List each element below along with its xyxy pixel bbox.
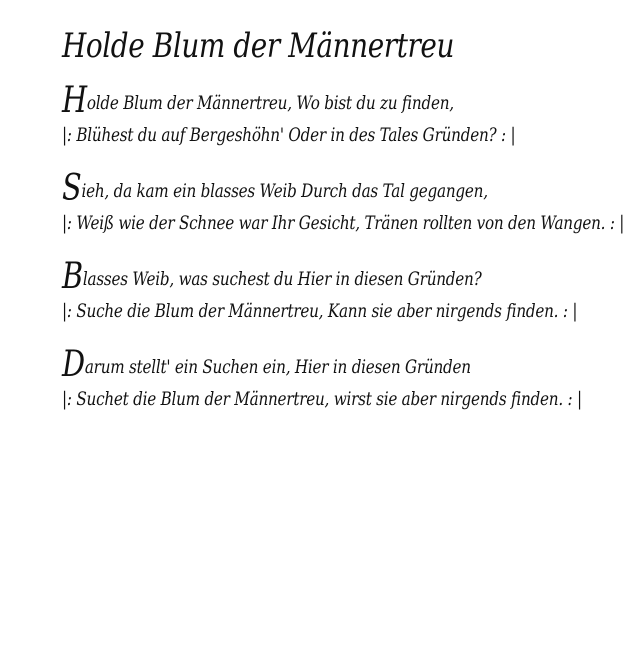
stanza-refrain: |: Blühest du auf Bergeshöhn' Oder in des Tales Gründen? : | <box>62 124 516 146</box>
song-title: Holde Blum der Männertreu <box>62 26 455 66</box>
stanza-first-line <box>62 256 516 297</box>
drop-initial: H <box>62 80 87 121</box>
stanza-refrain: |: Suche die Blum der Männertreu, Kann sie aber nirgends finden. : | <box>62 300 578 322</box>
first-line-text: olde Blum der Männertreu, Wo bist du zu finden, <box>86 92 454 114</box>
stanza-first-line <box>62 344 516 385</box>
stanza-4 <box>62 344 630 414</box>
stanza-3 <box>62 256 630 326</box>
stanza-first-line <box>62 168 516 209</box>
drop-initial: B <box>62 256 83 297</box>
stanza-refrain: |: Weiß wie der Schnee war Ihr Gesicht, Tränen rollten von den Wangen. : | <box>62 212 625 234</box>
stanza-first-line <box>62 80 516 121</box>
song-page <box>62 22 630 436</box>
stanza-1 <box>62 80 630 150</box>
first-line-text: lasses Weib, was suchest du Hier in diesen Gründen? <box>82 268 482 290</box>
first-line-text: arum stellt' ein Suchen ein, Hier in diesen Gründen <box>84 356 471 378</box>
first-line-text: ieh, da kam ein blasses Weib Durch das Tal gegangen, <box>81 180 488 202</box>
drop-initial: D <box>62 344 85 385</box>
stanza-refrain: |: Suchet die Blum der Männertreu, wirst sie aber nirgends finden. : | <box>62 388 582 410</box>
drop-initial: S <box>62 168 82 209</box>
stanza-2 <box>62 168 630 238</box>
